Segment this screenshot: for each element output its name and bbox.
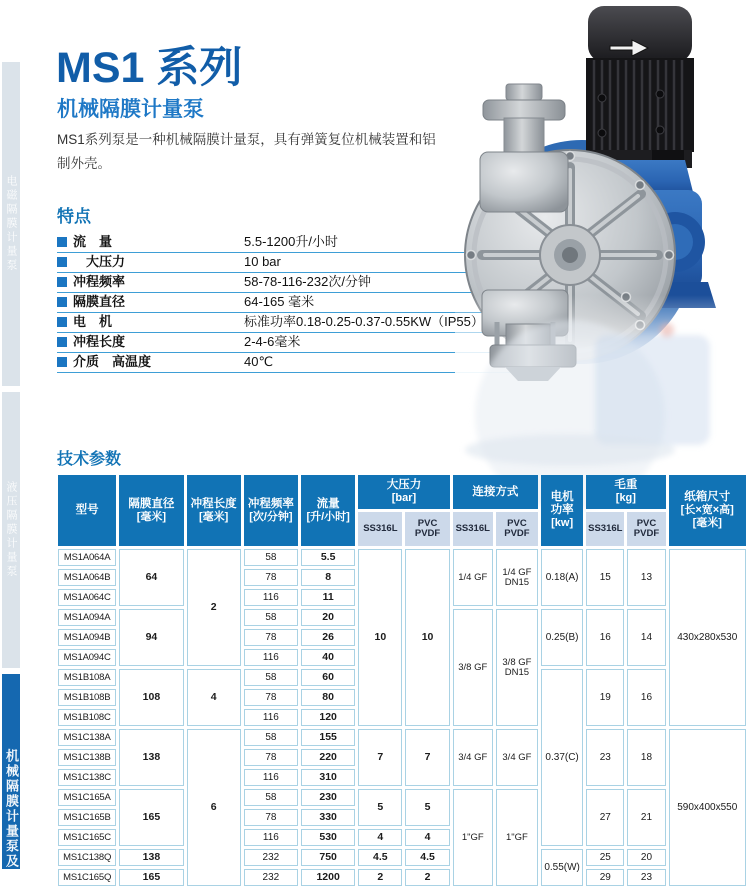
feature-label: 大压力 xyxy=(73,254,126,269)
cell-motor-power: 0.18(A) xyxy=(541,549,583,606)
cell-flow: 26 xyxy=(301,629,355,646)
bullet-icon xyxy=(57,277,67,287)
feature-label: 隔膜直径 xyxy=(73,294,126,309)
cell-weight-ss: 19 xyxy=(586,669,624,726)
table-row xyxy=(58,869,746,886)
cell-weight-pvc: 16 xyxy=(627,669,665,726)
cell-model: MS1C165A xyxy=(58,789,116,806)
cell-pressure-ss: 4 xyxy=(358,829,402,846)
cell-flow: 230 xyxy=(301,789,355,806)
cell-pressure-ss: 2 xyxy=(358,869,402,886)
feature-row-diaphragm-diameter xyxy=(57,293,520,313)
description-line: MS1系列泵是一种机械隔膜计量泵，具有弹簧复位机械装置和铝 xyxy=(57,132,436,147)
feature-value: 5.5-1200升/小时 xyxy=(244,234,338,249)
feature-row-max-pressure xyxy=(57,253,520,273)
cell-stroke-frequency: 116 xyxy=(244,649,298,666)
cell-pressure-pvc: 2 xyxy=(405,869,449,886)
bullet-icon xyxy=(57,297,67,307)
cell-motor-power: 0.25(B) xyxy=(541,609,583,666)
cell-weight-ss: 15 xyxy=(586,549,624,606)
cell-weight-pvc: 23 xyxy=(627,869,665,886)
cell-weight-ss: 25 xyxy=(586,849,624,866)
cell-model: MS1C138C xyxy=(58,769,116,786)
table-row xyxy=(58,549,746,566)
cell-connection-ss: 3/4 GF xyxy=(453,729,493,786)
feature-value: 40℃ xyxy=(244,354,274,369)
bullet-icon xyxy=(57,257,67,267)
cell-connection-ss: 1"GF xyxy=(453,789,493,886)
col-header-stroke-length: 冲程长度 [毫米] xyxy=(187,475,241,546)
cell-flow: 155 xyxy=(301,729,355,746)
cell-stroke-frequency: 58 xyxy=(244,549,298,566)
cell-connection-pvc: 3/8 GF DN15 xyxy=(496,609,538,726)
cell-pressure-ss: 5 xyxy=(358,789,402,826)
col-header-gross-weight: 毛重 [kg] xyxy=(586,475,665,509)
cell-weight-ss: 27 xyxy=(586,789,624,846)
cell-connection-ss: 3/8 GF xyxy=(453,609,493,726)
cell-diameter: 138 xyxy=(119,849,183,866)
col-header-max-pressure: 大压力 [bar] xyxy=(358,475,449,509)
cell-flow: 60 xyxy=(301,669,355,686)
cell-stroke-frequency: 116 xyxy=(244,589,298,606)
cell-pressure-ss: 7 xyxy=(358,729,402,786)
feature-label: 介质 高温度 xyxy=(73,354,152,369)
product-description xyxy=(57,128,436,176)
cell-weight-pvc: 18 xyxy=(627,729,665,786)
cell-stroke-length: 2 xyxy=(187,549,241,666)
cell-stroke-frequency: 116 xyxy=(244,709,298,726)
cell-flow: 40 xyxy=(301,649,355,666)
col-header-motor-power: 电机 功率 [kw] xyxy=(541,475,583,546)
cell-diameter: 165 xyxy=(119,869,183,886)
cell-weight-pvc: 21 xyxy=(627,789,665,846)
feature-value: 10 bar xyxy=(244,254,281,269)
feature-value: 标准功率0.18-0.25-0.37-0.55KW（IP55） xyxy=(244,314,484,329)
bullet-icon xyxy=(57,357,67,367)
cell-model: MS1C165B xyxy=(58,809,116,826)
specs-table-wrapper xyxy=(55,472,749,889)
cell-flow: 5.5 xyxy=(301,549,355,566)
cell-pressure-ss: 10 xyxy=(358,549,402,726)
cell-stroke-frequency: 78 xyxy=(244,749,298,766)
cell-model: MS1C138A xyxy=(58,729,116,746)
cell-flow: 310 xyxy=(301,769,355,786)
cell-stroke-frequency: 116 xyxy=(244,829,298,846)
page-title: MS1 系列 xyxy=(56,44,243,92)
feature-label: 电 机 xyxy=(73,314,113,329)
col-header-model: 型号 xyxy=(58,475,116,546)
subheader-connection-pvc-pvdf: PVC PVDF xyxy=(496,512,538,546)
cell-pressure-pvc: 4.5 xyxy=(405,849,449,866)
feature-label: 冲程频率 xyxy=(73,274,126,289)
cell-flow: 11 xyxy=(301,589,355,606)
cell-diameter: 165 xyxy=(119,789,183,846)
cell-motor-power: 0.55(W) xyxy=(541,849,583,886)
cell-carton-size: 590x400x550 xyxy=(669,729,746,886)
cell-model: MS1B108B xyxy=(58,689,116,706)
col-header-diaphragm-diameter: 隔膜直径 [毫米] xyxy=(119,475,183,546)
cell-diameter: 108 xyxy=(119,669,183,726)
cell-model: MS1C138Q xyxy=(58,849,116,866)
cell-stroke-frequency: 58 xyxy=(244,789,298,806)
cell-model: MS1B108C xyxy=(58,709,116,726)
cell-flow: 220 xyxy=(301,749,355,766)
cell-stroke-length: 4 xyxy=(187,669,241,726)
cell-stroke-frequency: 78 xyxy=(244,809,298,826)
specs-table xyxy=(55,472,749,889)
col-header-stroke-frequency: 冲程频率 [次/分钟] xyxy=(244,475,298,546)
cell-stroke-frequency: 58 xyxy=(244,609,298,626)
cell-connection-pvc: 1/4 GF DN15 xyxy=(496,549,538,606)
sidebar-tab-label: 电磁隔膜计量泵 xyxy=(5,175,17,273)
cell-stroke-frequency: 78 xyxy=(244,629,298,646)
cell-pressure-pvc: 4 xyxy=(405,829,449,846)
table-row xyxy=(58,849,746,866)
cell-flow: 120 xyxy=(301,709,355,726)
features-heading: 特点 xyxy=(57,207,91,226)
cell-model: MS1A094A xyxy=(58,609,116,626)
cell-flow: 80 xyxy=(301,689,355,706)
subheader-weight-ss316l: SS316L xyxy=(586,512,624,546)
bullet-icon xyxy=(57,337,67,347)
feature-row-flow xyxy=(57,233,520,253)
bullet-icon xyxy=(57,237,67,247)
cell-diameter: 64 xyxy=(119,549,183,606)
cell-stroke-frequency: 116 xyxy=(244,769,298,786)
cell-diameter: 94 xyxy=(119,609,183,666)
cell-model: MS1A094C xyxy=(58,649,116,666)
cell-weight-ss: 29 xyxy=(586,869,624,886)
cell-flow: 530 xyxy=(301,829,355,846)
cell-stroke-frequency: 232 xyxy=(244,869,298,886)
feature-row-stroke-frequency xyxy=(57,273,520,293)
sidebar-tab-label: 液压隔膜计量泵 xyxy=(5,481,17,579)
cell-connection-pvc: 3/4 GF xyxy=(496,729,538,786)
feature-value: 2-4-6毫米 xyxy=(244,334,301,349)
cell-stroke-frequency: 78 xyxy=(244,569,298,586)
cell-stroke-frequency: 78 xyxy=(244,689,298,706)
cell-stroke-frequency: 58 xyxy=(244,669,298,686)
subheader-pressure-pvc-pvdf: PVC PVDF xyxy=(405,512,449,546)
col-header-connection: 连接方式 xyxy=(453,475,538,509)
cell-model: MS1A064C xyxy=(58,589,116,606)
feature-value: 64-165 毫米 xyxy=(244,294,315,309)
cell-connection-ss: 1/4 GF xyxy=(453,549,493,606)
cell-flow: 8 xyxy=(301,569,355,586)
cell-stroke-frequency: 232 xyxy=(244,849,298,866)
cell-motor-power: 0.37(C) xyxy=(541,669,583,846)
table-row xyxy=(58,789,746,806)
cell-model: MS1A094B xyxy=(58,629,116,646)
feature-row-stroke-length xyxy=(57,333,520,353)
col-header-carton-size: 纸箱尺寸 [长×宽×高] [毫米] xyxy=(669,475,746,546)
cell-model: MS1C138B xyxy=(58,749,116,766)
cell-weight-pvc: 14 xyxy=(627,609,665,666)
cell-pressure-pvc: 7 xyxy=(405,729,449,786)
table-row xyxy=(58,729,746,746)
cell-model: MS1A064A xyxy=(58,549,116,566)
cell-flow: 330 xyxy=(301,809,355,826)
cell-model: MS1B108A xyxy=(58,669,116,686)
cell-flow: 20 xyxy=(301,609,355,626)
cell-weight-ss: 23 xyxy=(586,729,624,786)
description-line: 制外壳。 xyxy=(57,156,111,171)
cell-diameter: 138 xyxy=(119,729,183,786)
feature-value: 58-78-116-232次/分钟 xyxy=(244,274,371,289)
subheader-weight-pvc-pvdf: PVC PVDF xyxy=(627,512,665,546)
subheader-pressure-ss316l: SS316L xyxy=(358,512,402,546)
cell-weight-pvc: 20 xyxy=(627,849,665,866)
bullet-icon xyxy=(57,317,67,327)
col-header-flow: 流量 [升/小时] xyxy=(301,475,355,546)
cell-stroke-frequency: 58 xyxy=(244,729,298,746)
cell-stroke-length: 6 xyxy=(187,729,241,886)
feature-row-motor xyxy=(57,313,520,333)
cell-model: MS1A064B xyxy=(58,569,116,586)
cell-model: MS1C165Q xyxy=(58,869,116,886)
cell-carton-size: 430x280x530 xyxy=(669,549,746,726)
cell-weight-pvc: 13 xyxy=(627,549,665,606)
cell-flow: 750 xyxy=(301,849,355,866)
cell-flow: 1200 xyxy=(301,869,355,886)
feature-label: 冲程长度 xyxy=(73,334,126,349)
cell-model: MS1C165C xyxy=(58,829,116,846)
specs-heading: 技术参数 xyxy=(57,451,122,468)
page-subtitle: 机械隔膜计量泵 xyxy=(57,98,204,121)
subheader-connection-ss316l: SS316L xyxy=(453,512,493,546)
cell-pressure-ss: 4.5 xyxy=(358,849,402,866)
cell-pressure-pvc: 5 xyxy=(405,789,449,826)
cell-pressure-pvc: 10 xyxy=(405,549,449,726)
cell-weight-ss: 16 xyxy=(586,609,624,666)
feature-label: 流 量 xyxy=(73,234,113,249)
cell-connection-pvc: 1"GF xyxy=(496,789,538,886)
feature-row-media-temperature xyxy=(57,353,520,373)
sidebar-tab-label: 机械隔膜计量泵及 xyxy=(4,749,19,869)
